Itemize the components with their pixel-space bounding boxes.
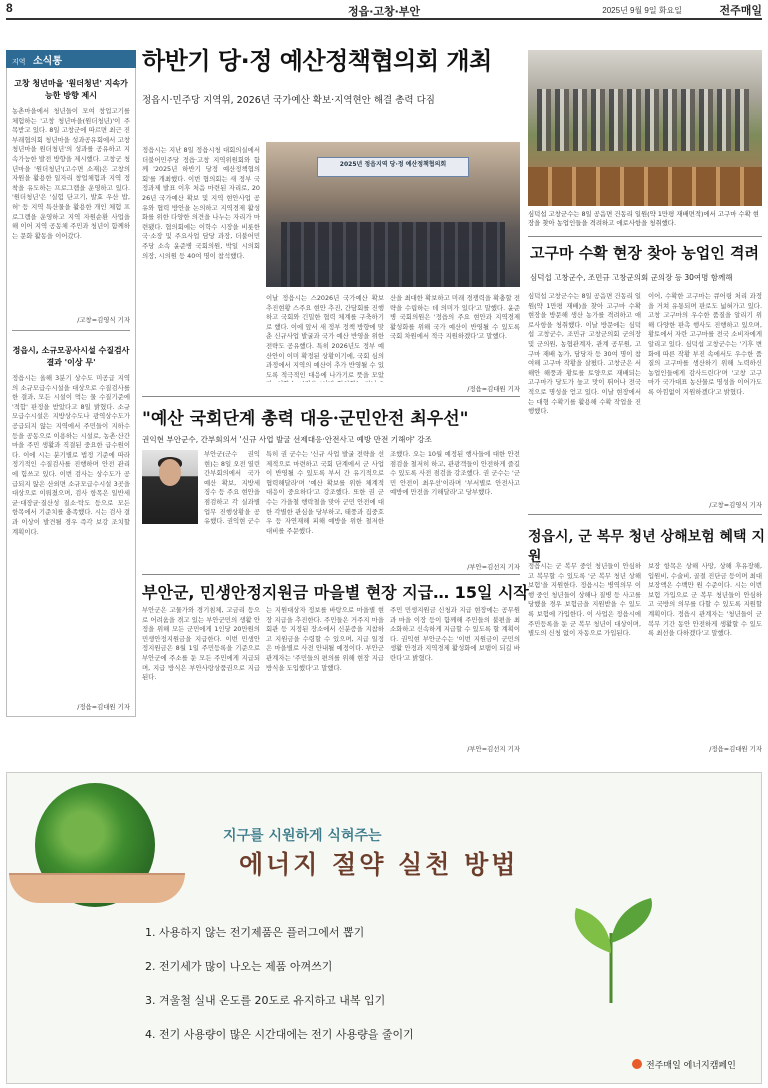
divider xyxy=(528,236,762,237)
harvest-photo-caption: 심덕섭 고창군수는 8일 공음면 건동리 일원(약 1만평 재배면적)에서 고구마 수확 현장을 찾아 농업인들을 격려하고 애로사항을 청취했다. xyxy=(528,210,759,227)
campaign-dot-icon xyxy=(632,1059,642,1069)
sidebar-header-small: 지역 xyxy=(12,58,26,66)
goguma-col1: 심덕섭 고창군수는 8일 공음면 건동리 일원(약 1만평 재배)을 찾아 고구마 수확 현장을 방문해 생산 농가를 격려하고 애로사항을 청취했다. 이날 방문에는 심덕섭 고창군수, 조민규 고창군의회 군의장 및 군의원, 농협관계자, 관계 공무원, 고구마 재배 농가, 담당자 등 30여 명이 참여해 고구마 작황을 살폈다. 고창군은 서해안 해풍과 황토를 토양으로 재배되는 고구마가 당도가 높고 맛이 뛰어나 전국적으로 명성을 얻고 있다. 이날 현장에서는 대형 수확기를 활용해 수확 작업을 진행했다. xyxy=(528,292,641,416)
main-story-title[interactable]: 하반기 당·정 예산정책협의회 개최 xyxy=(142,47,492,75)
ad-headline-large: 에너지 절약 실천 방법 xyxy=(239,850,519,879)
insurance-col2: 보장 항목은 상해 사망, 상해 후유장해, 입원비, 수술비, 골절 진단금 등이며 최대 보장액은 수백만 원 수준이다. 시는 이번 보험 가입으로 군 복무 청년들이 안심하고 국방의 의무를 다할 수 있도록 지원할 계획이다. 정읍시 관계자는 '청년들이 군 복무 기간 동안 안전하게 생활할 수 있도록 최선을 다하겠다'고 말했다. xyxy=(648,562,762,638)
sidebar-item-title[interactable]: 정읍시, 소규모공사시설 수질검사 결과 '이상 무' xyxy=(12,346,130,367)
main-story-header xyxy=(142,46,520,106)
main-story-col3: 산을 최대한 확보하고 미래 경쟁력을 확충할 전략을 수립하는 데 의미가 있다'고 말했다. 윤준병 국회의원은 '정읍의 주요 현안과 지역경제 활성화를 위해 국가 예산이 반영될 수 있도록 국회 차원에서 적극 지원하겠다'고 말했다. xyxy=(390,294,520,341)
sidebar-item-byline: /정읍=김대원 기자 xyxy=(77,703,130,711)
insurance-byline: /정읍=김대원 기자 xyxy=(709,745,762,753)
ad-tip-item: 2. 전기세가 많이 나오는 제품 아껴쓰기 xyxy=(145,960,333,973)
harvest-photo-crates xyxy=(528,167,762,206)
page-number: 8 xyxy=(6,1,13,15)
goguma-title[interactable]: 고구마 수확 현장 찾아 농업인 격려 xyxy=(530,244,759,262)
section-title: 정읍·고창·부안 xyxy=(347,5,421,18)
masthead xyxy=(6,0,762,20)
divider xyxy=(528,514,762,515)
group-photo-people xyxy=(281,222,505,287)
sidebar-header-label: 소식통 xyxy=(33,56,62,67)
sidebar-box xyxy=(6,68,136,717)
goguma-col2: 이어, 수확한 고구마는 큐어링 처리 과정을 거쳐 유통되며 판로도 넓혀가고 있다. 고창 고구마의 우수한 품질을 알리기 위해 다양한 판촉 행사도 진행하고 있으며, 황토에서 자란 고구마를 전국 소비자에게 알리고 있다. 심덕섭 고창군수는 '기후 변화에 따른 작황 부진 속에서도 우수한 품질의 고구마를 생산하기 위해 노력하신 농업인들에게 감사드린다'며 '고창 고구마가 국가대표 농산물로 명성을 이어가도록 아낌없이 지원하겠다'고 밝혔다. xyxy=(648,292,762,396)
main-story-col1: 정읍시는 지난 8일 정읍시청 대회의실에서 더불어민주당 정읍·고창 지역위원회와 함께 '2025년 하반기 당정 예산정책협의회'를 개최했다. 이번 협의회는 새 정부 국정과제 발표 이후 처음 마련된 자리로, 2026년 국가예산 확보 및 지역 현안사업 공유와 협력 방안을 논의하고 지역경제 활성화를 위한 다양한 의견을 나누는 자리가 마련됐다. 협의회에는 이학수 시장을 비롯한 국·소장 및 주요사업 담당 과장, 더불어민주당 소속 윤준병 국회의원, 박일 시의회 의장, 시의원 등 40여 명이 참석했다. xyxy=(142,146,260,260)
main-story-byline: /정읍=김대원 기자 xyxy=(467,385,520,393)
sidebar-header xyxy=(6,50,136,68)
goguma-subtitle: 심덕섭 고창군수, 조민규 고창군의회 군의장 등 30여명 함께해 xyxy=(530,273,733,282)
photo-banner: 2025년 정읍지역 당·정 예산정책협의회 xyxy=(317,157,469,177)
sidebar-item-title[interactable]: 고창 청년마을 '원더청년' 지속가능한 방향 제시 xyxy=(14,79,128,100)
buan-col1: 부안군은 고물가와 경기침체, 고금리 등으로 어려움을 겪고 있는 부안군민의 생활 안정을 위해 모든 군민에게 1인당 20만원의 민생안정지원금을 지급한다. 이번 민생안정지원금은 8월 1일 주민등록을 기준으로 부안군에 주소를 둔 모든 주민에게 지급되며, 지급 방식은 부안사랑상품권으로 지급된다. xyxy=(142,606,260,682)
harvest-photo-people xyxy=(537,89,752,151)
sidebar-item-body: 정읍시는 올해 3분기 상수도 미공급 지역의 소규모급수시설을 대상으로 수질검사를 한 결과, 모든 시설이 먹는 물 수질기준에 '적합' 판정을 받았다고 8일 밝혔다. 소규모급수시설은 지방상수도나 광역상수도가 공급되지 않는 지역에서 주민들이 지하수 등을 공동으로 이용하는 시설로, 농촌·산간마을 주민 생활과 직결된 중요한 급수원이다. 이에 시는 분기별로 법정 기준에 따라 정기적인 수질검사를 진행하며 안전 관리에 힘쓰고 있다. 이번 검사는 상수도가 공급되지 않은 산외면 소규모급수시설 3곳을 대상으로 이뤄졌으며, 검사 항목은 일반세균·대장균·질산성 질소·탁도 등으로 모든 항목에서 기준치를 충족했다. 시는 검사 결과 이상이 발견될 경우 즉각 보강 조치할 계획이다. xyxy=(12,374,130,536)
budget-subtitle: 권익현 부안군수, 간부회의서 '신규 사업 발굴 선제대응·안전사고 예방 만전 기해야' 강조 xyxy=(142,435,432,444)
hands-icon xyxy=(9,873,185,903)
ad-footer-label: 전주매일 에너지캠페인 xyxy=(646,1061,736,1071)
main-story-col2: 이날 정읍시는 스2026년 국가예산 확보 추진현황 스주요 현안 추진, 간담회를 진행하고 국회와 긴밀한 협력 체계를 구축하기로 했다. 이에 앞서 새 정부 정책 방향에 맞춘 신규사업 발굴과 국가 예산 반영을 위한 전략도 공유했다. 특히 2026년도 정부 예산안이 이미 확정된 상황이기에, 국회 심의 과정에서 지역의 예산이 추가 반영될 수 있도록 적극적인 대응에 나가기로 뜻을 모았 xyxy=(266,294,384,379)
main-story-subtitle: 정읍시·민주당 지역위, 2026년 국가예산 확보·지역현안 해결 총력 다짐 xyxy=(142,95,435,106)
buan-title[interactable]: 부안군, 민생안정지원금 마을별 현장 지급… 15일 시작 xyxy=(142,583,529,602)
buan-col2: 는 지원대상자 정보를 바탕으로 마을별 현장 지급을 추진한다. 주민들은 거주지 마을회관 등 지정된 장소에서 신분증을 지참하고 지원금을 수령할 수 있으며, 지급 일정은 마을별로 사전 안내될 예정이다. 부안군 관계자는 '주민들의 편의를 위해 현장 지급 방식을 도입했다'고 말했다. xyxy=(266,606,384,672)
ad-headline-small: 지구를 시원하게 식혀주는 xyxy=(223,828,382,844)
harvest-photo xyxy=(528,50,762,206)
issue-date: 2025년 9월 9일 화요일 xyxy=(602,6,682,15)
budget-byline: /부안=김선지 기자 xyxy=(467,563,520,571)
official-portrait xyxy=(142,450,198,524)
goguma-byline: /고창=김영식 기자 xyxy=(709,501,762,509)
energy-campaign-ad xyxy=(6,772,762,1084)
budget-title[interactable]: "예산 국회단계 총력 대응·군민안전 최우선" xyxy=(142,409,469,429)
insurance-col1: 정읍시는 군 복무 중인 청년들이 안심하고 복무할 수 있도록 '군 복무 청년 상해보험'을 지원한다. 정읍시는 병역의무 이행 중인 청년들이 상해나 질병 등 사고를 당했을 경우 보험금을 지원받을 수 있도록 보험에 가입한다. 이 사업은 정읍시에 주민등록을 둔 군 복무 청년이 대상이며, 별도의 신청 없이 자동으로 가입된다. xyxy=(528,562,641,638)
main-story-photo xyxy=(266,142,520,287)
ad-tip-list xyxy=(145,916,414,1052)
buan-byline: /부안=김선지 기자 xyxy=(467,745,520,753)
ad-tip-item: 1. 사용하지 않는 전기제품은 플러그에서 뽑기 xyxy=(145,926,365,939)
budget-col1-top: 부안군(군수 권익현)는 8일 오전 열린 간부회의에서 국가예산 확보, 지방세 징수 등 주요 현안을 점검하고 각 실과별 업무 진행상황을 공유했다. 권익현 군수 xyxy=(204,450,260,525)
newspaper-name: 전주매일 xyxy=(719,4,762,17)
ad-tip-item: 3. 겨울철 실내 온도를 20도로 유지하고 내복 입기 xyxy=(145,994,386,1007)
budget-col2: 특히 권 군수는 '신규 사업 발굴 전략을 선제적으로 마련하고 국회 단계에서 군 사업이 반영될 수 있도록 부서 간 유기적으로 협력해달라'며 '예산 확보를 위한 체계적 대응이 중요하다'고 강조했다. 또한 권 군수는 가을철 행락철을 맞아 군민 안전에 대한 각별한 관심을 당부하고, 태풍과 집중호우 등 자연재해 피해 예방을 위한 철저한 대비를 주문했다. xyxy=(266,450,384,535)
ad-footer xyxy=(632,1058,736,1071)
buan-col3: 주민 민생지원금 신청과 지급 현장에는 공무원과 마을 이장 등이 함께해 주민들의 불편을 최소화하고 신속하게 지급할 수 있도록 할 계획이다. 권익현 부안군수는 '이번 지원금이 군민의 생활 안정과 지역경제 활성화에 보탬이 되길 바란다'고 밝혔다. xyxy=(390,606,520,662)
sidebar-item-byline: /고창=김영식 기자 xyxy=(77,316,130,324)
insurance-title[interactable]: 정읍시, 군 복무 청년 상해보험 혜택 지원 xyxy=(528,529,765,565)
sprout-icon xyxy=(541,893,681,1003)
divider xyxy=(142,396,520,397)
divider xyxy=(142,574,520,575)
ad-tip-item: 4. 전기 사용량이 많은 시간대에는 전기 사용량을 줄이기 xyxy=(145,1028,414,1041)
budget-col3: 조했다. 오는 10월 예정된 행사들에 대한 안전점검을 철저히 하고, 관광객들이 안전하게 즐길 수 있도록 사전 점검을 강조했다. 권 군수는 '군민 안전이 최우선'이라며 '부서별로 안전사고 예방에 만전을 기해달라'고 당부했다. xyxy=(390,450,520,497)
portrait-face xyxy=(159,459,181,486)
sidebar-news-brief xyxy=(6,50,136,750)
sidebar-item-body: 농촌마을에서 청년들이 모여 창업고기를 체험하는 '고창 청년마을(원더청년)'이 주목받고 있다. 8일 고창군에 따르면 최근 진 부래협의회 청년마을 성과공유회에서 고창 청년마을 원더청년'의 성과를 공유하고 지속가능한 발전 방향을 제시했다. 고창군 청년마을 '원더청년'(고수면 소재)은 고창의 자원을 활용한 일자리 창업체험과 지역 정착을 유도하는 프로그램을 운영하고 있다. '원더청년'은 '실험 단고기, 발효 우산 밥, 허' 등 지역 특산물을 활용한 개인 체험 프로그램을 운영하고 지역 자원순환 사업을 해 이어 지역 공동체 주민과 청년이 함께하는 문화 활동을 이어갔다. xyxy=(12,107,130,240)
